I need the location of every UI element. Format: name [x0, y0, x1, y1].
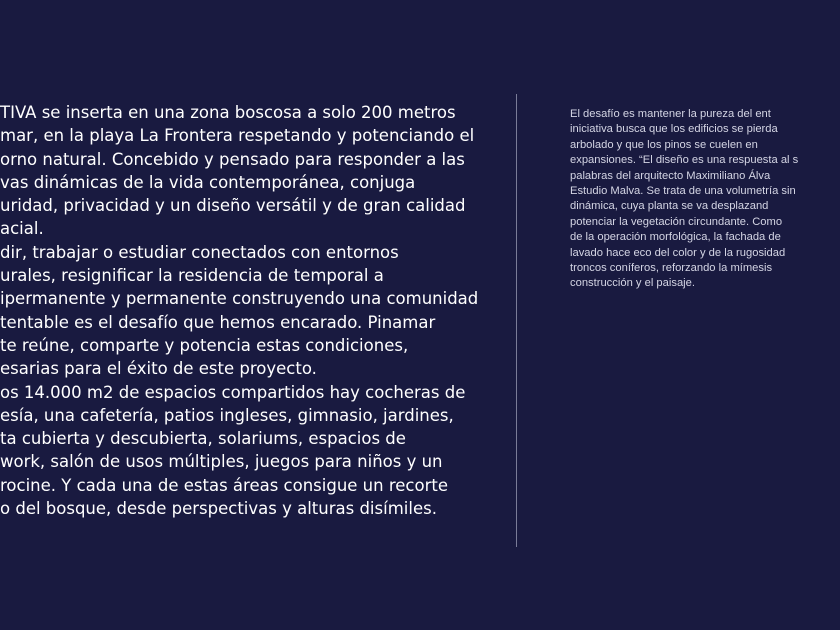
left-paragraph-line: esarias para el éxito de este proyecto.	[0, 359, 317, 379]
left-text-column	[0, 101, 500, 520]
right-paragraph-line: arbolado y que los pinos se cuelen en	[570, 138, 758, 151]
right-paragraph-line: de la operación morfológica, la fachada de	[570, 231, 781, 244]
left-paragraph-line: te reúne, comparte y potencia estas condiciones,	[0, 335, 409, 355]
left-paragraph-line: tentable es el desafío que hemos encarado. Pinamar	[0, 312, 436, 332]
right-paragraph-line: palabras del arquitecto Maximiliano Álva	[570, 169, 771, 182]
left-paragraph-line: urales, resignificar la residencia de temporal a	[0, 266, 384, 286]
column-divider	[516, 94, 517, 547]
right-paragraph-line: Estudio Malva. Se trata de una volumetría sin	[570, 185, 796, 198]
right-paragraph-line: lavado hace eco del color y de la rugosidad	[570, 246, 786, 259]
left-paragraph-line: esía, una cafetería, patios ingleses, gimnasio, jardines,	[0, 405, 454, 425]
left-paragraph-line: uridad, privacidad y un diseño versátil y de gran calidad	[0, 196, 466, 216]
left-paragraph-line: o del bosque, desde perspectivas y alturas disímiles.	[0, 499, 437, 519]
right-paragraph-line: construcción y el paisaje.	[570, 277, 695, 290]
left-paragraph-line: ta cubierta y descubierta, solariums, espacios de	[0, 429, 406, 449]
left-paragraph-line: TIVA se inserta en una zona boscosa a solo 200 metros	[0, 103, 456, 122]
left-paragraph-line: os 14.000 m2 de espacios compartidos hay cocheras de	[0, 382, 466, 402]
left-paragraph-line: vas dinámicas de la vida contemporánea, conjuga	[0, 172, 416, 192]
left-paragraph-line: work, salón de usos múltiples, juegos para niños y un	[0, 452, 443, 472]
right-paragraph-line: iniciativa busca que los edificios se pierda	[570, 123, 778, 136]
right-paragraph-line: El desafío es mantener la pureza del ent	[570, 108, 771, 120]
right-paragraph-line: potenciar la vegetación circundante. Como	[570, 215, 783, 228]
left-paragraph-line: orno natural. Concebido y pensado para responder a las	[0, 149, 465, 169]
left-paragraph-line: ipermanente y permanente construyendo una comunidad	[0, 289, 479, 309]
right-paragraph-line: troncos coníferos, reforzando la mímesis	[570, 262, 773, 275]
right-paragraph-line: dinámica, cuya planta se va desplazand	[570, 200, 769, 213]
left-paragraph-line: rocine. Y cada una de estas áreas consigue un recorte	[0, 475, 448, 495]
left-paragraph-line: acial.	[0, 219, 44, 239]
left-paragraph-line: dir, trabajar o estudiar conectados con entornos	[0, 242, 399, 262]
left-paragraph-line: mar, en la playa La Frontera respetando y potenciando el	[0, 126, 475, 146]
right-text-column	[570, 107, 840, 292]
right-paragraph-line: expansiones. “El diseño es una respuesta al s	[570, 154, 799, 167]
